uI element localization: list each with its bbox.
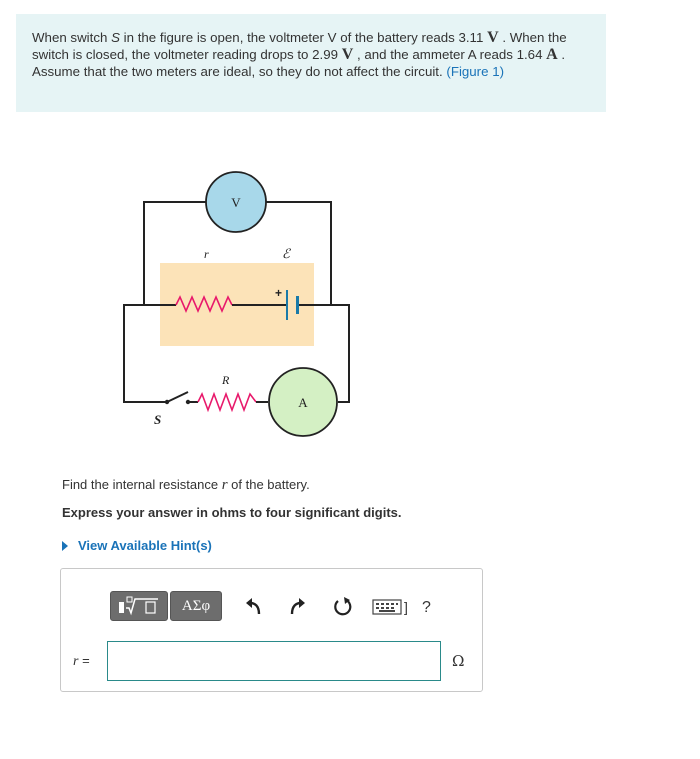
help-icon[interactable]: ? xyxy=(422,599,431,616)
reset-icon[interactable] xyxy=(332,596,354,618)
switch-label: S xyxy=(154,412,162,427)
answer-variable-label: r = xyxy=(73,653,90,669)
r-label: r xyxy=(204,247,209,261)
circuit-figure xyxy=(100,160,380,450)
plus-sign: + xyxy=(275,286,283,300)
R-label: R xyxy=(222,373,230,387)
templates-icon xyxy=(116,595,162,617)
unit-volt: V xyxy=(487,29,499,46)
voltmeter-label: V xyxy=(231,195,241,210)
switch-symbol: S xyxy=(111,30,120,45)
greek-symbols-button[interactable]: ΑΣφ xyxy=(170,591,222,621)
switch-blade-icon xyxy=(167,392,188,402)
answer-panel xyxy=(60,568,483,692)
problem-statement: When switch S in the figure is open, the voltmeter V of the battery reads 3.11 V . When the switch is closed, the voltmeter reading drops to 2.99 V , and the ammeter A reads 1.64 A . Assume that the two meters are ideal, so they do not affect the circuit. (Figure 1) xyxy=(16,14,606,112)
redo-icon[interactable] xyxy=(287,596,309,618)
emf-label: ℰ xyxy=(282,247,290,262)
external-resistor xyxy=(198,394,256,410)
unit-volt: V xyxy=(341,46,354,63)
undo-icon[interactable] xyxy=(242,596,264,618)
unit-ohm-label: Ω xyxy=(452,652,465,670)
answer-input[interactable] xyxy=(107,641,441,681)
question-text: Find the internal resistance r of the battery. xyxy=(62,477,310,493)
templates-button[interactable] xyxy=(110,591,168,621)
view-hints-link[interactable]: View Available Hint(s) xyxy=(62,538,212,553)
question-variable: r xyxy=(221,477,228,493)
answer-instruction: Express your answer in ohms to four significant digits. xyxy=(62,505,402,520)
expand-triangle-icon xyxy=(62,541,68,551)
keyboard-icon xyxy=(372,599,402,615)
battery-cell-short-plate xyxy=(296,296,299,314)
unit-ampere: A xyxy=(546,46,558,63)
ammeter-label: A xyxy=(298,395,308,410)
keyboard-button[interactable] xyxy=(372,599,408,615)
keyboard-bracket: ] xyxy=(404,599,408,615)
figure-link[interactable]: (Figure 1) xyxy=(446,64,505,79)
